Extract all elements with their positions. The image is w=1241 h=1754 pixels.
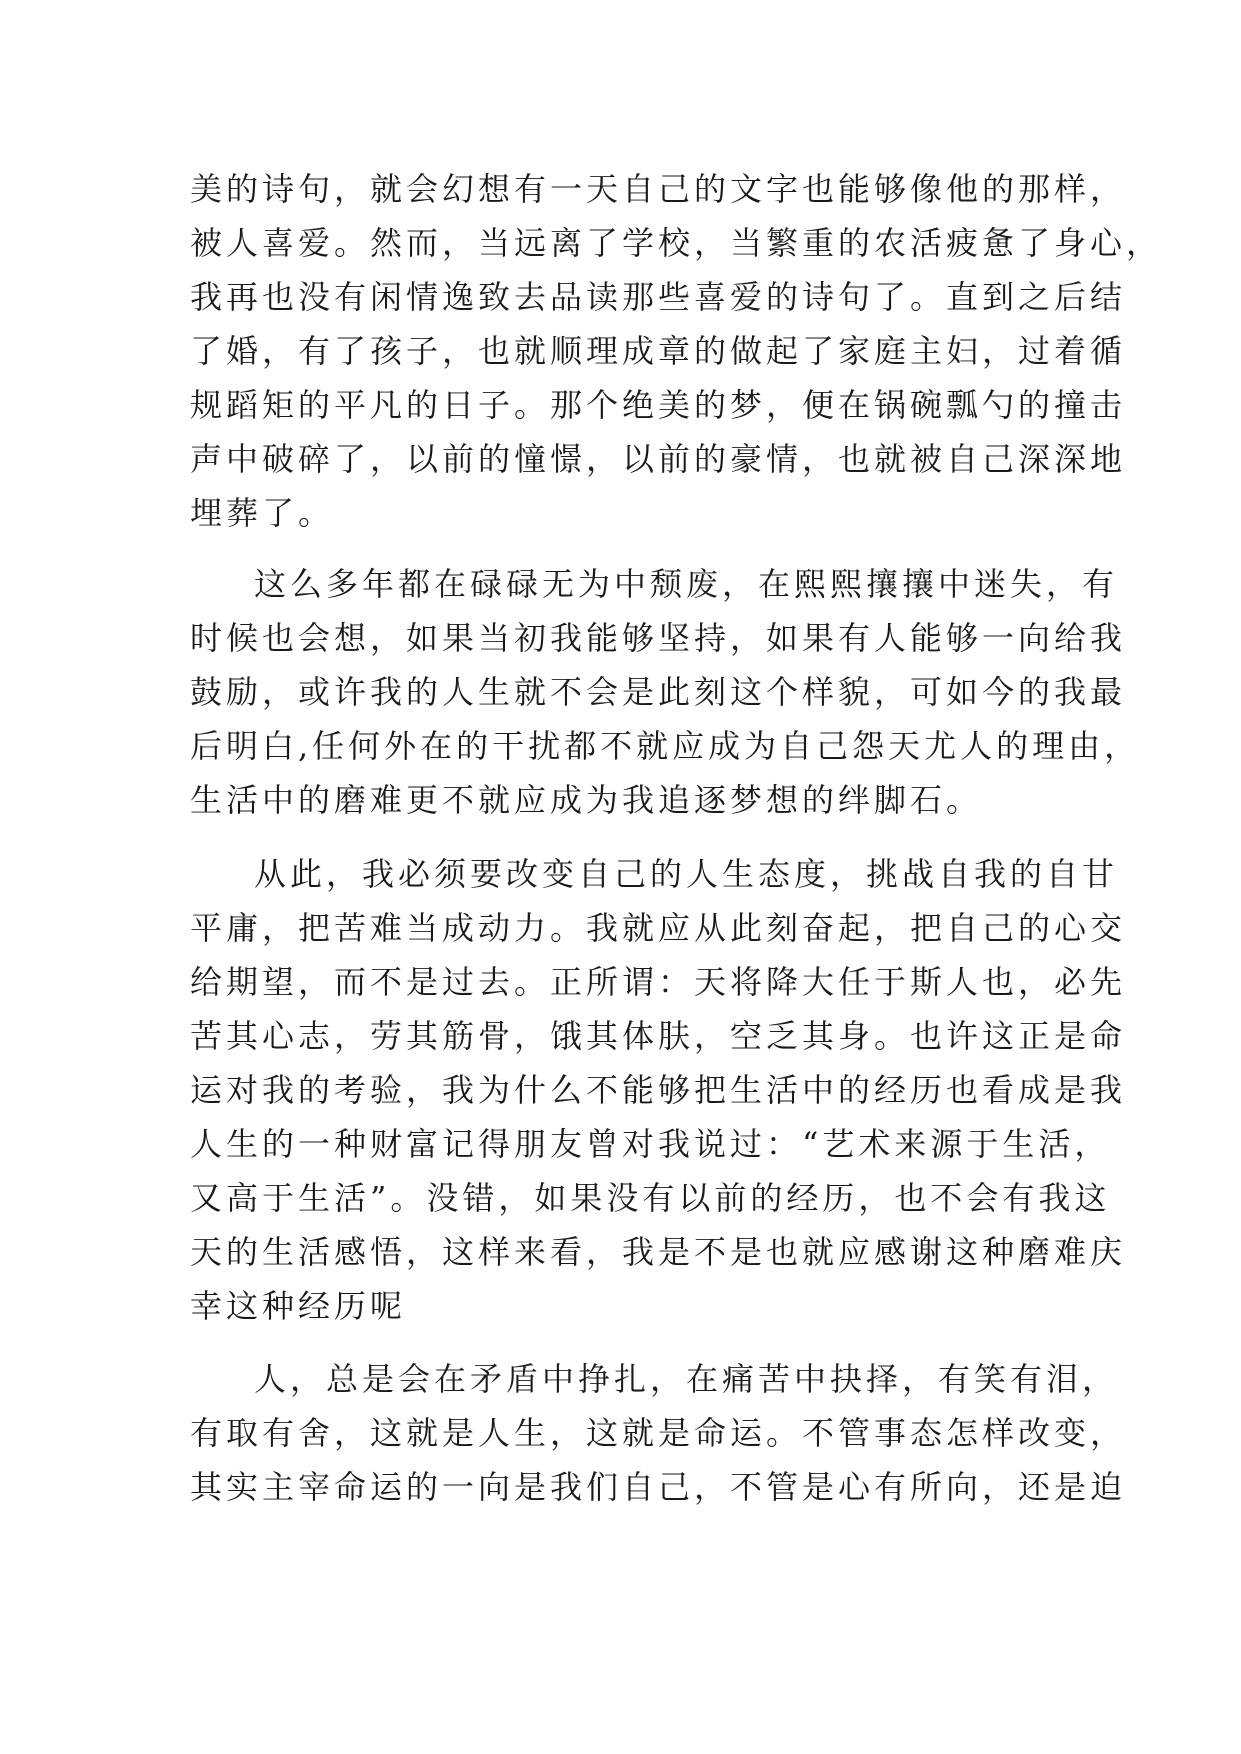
text-line: 被人喜爱。然而，当远离了学校，当繁重的农活疲惫了身心， <box>190 224 1163 262</box>
paragraph-first-line: 从此，我必须要改变自己的人生态度，挑战自我的自甘 <box>254 855 1119 893</box>
text-line: 给期望，而不是过去。正所谓：天将降大任于斯人也，必先 <box>190 963 1127 1001</box>
text-line: 其实主宰命运的一向是我们自己，不管是心有所向，还是迫 <box>190 1468 1127 1506</box>
text-line: 平庸，把苦难当成动力。我就应从此刻奋起，把自己的心交 <box>190 909 1127 947</box>
text-line: 我再也没有闲情逸致去品读那些喜爱的诗句了。直到之后结 <box>190 278 1127 316</box>
text-line: 埋葬了。 <box>190 494 335 532</box>
text-line: 有取有舍，这就是人生，这就是命运。不管事态怎样改变， <box>190 1414 1127 1452</box>
text-line: 运对我的考验，我为什么不能够把生活中的经历也看成是我 <box>190 1071 1127 1109</box>
text-line: 人生的一种财富记得朋友曾对我说过：“艺术来源于生活， <box>190 1125 1111 1163</box>
text-line: 了婚，有了孩子，也就顺理成章的做起了家庭主妇，过着循 <box>190 332 1127 370</box>
paragraph-first-line: 这么多年都在碌碌无为中颓废，在熙熙攘攘中迷失，有 <box>254 565 1119 603</box>
text-line: 声中破碎了，以前的憧憬，以前的豪情，也就被自己深深地 <box>190 440 1127 478</box>
text-line: 时候也会想，如果当初我能够坚持，如果有人能够一向给我 <box>190 619 1127 657</box>
text-line: 生活中的磨难更不就应成为我追逐梦想的绊脚石。 <box>190 781 983 819</box>
text-line: 规蹈矩的平凡的日子。那个绝美的梦，便在锅碗瓢勺的撞击 <box>190 386 1127 424</box>
text-line: 幸这种经历呢 <box>190 1287 407 1325</box>
text-line: 苦其心志，劳其筋骨，饿其体肤，空乏其身。也许这正是命 <box>190 1017 1127 1055</box>
text-line: 后明白,任何外在的干扰都不就应成为自己怨天尤人的理由， <box>190 727 1141 765</box>
text-line: 鼓励，或许我的人生就不会是此刻这个样貌，可如今的我最 <box>190 673 1127 711</box>
text-line: 美的诗句，就会幻想有一天自己的文字也能够像他的那样， <box>190 170 1127 208</box>
paragraph-first-line: 人，总是会在矛盾中挣扎，在痛苦中抉择，有笑有泪， <box>254 1360 1119 1398</box>
text-line: 天的生活感悟，这样来看，我是不是也就应感谢这种磨难庆 <box>190 1233 1127 1271</box>
text-line: 又高于生活”。没错，如果没有以前的经历，也不会有我这 <box>190 1179 1111 1217</box>
